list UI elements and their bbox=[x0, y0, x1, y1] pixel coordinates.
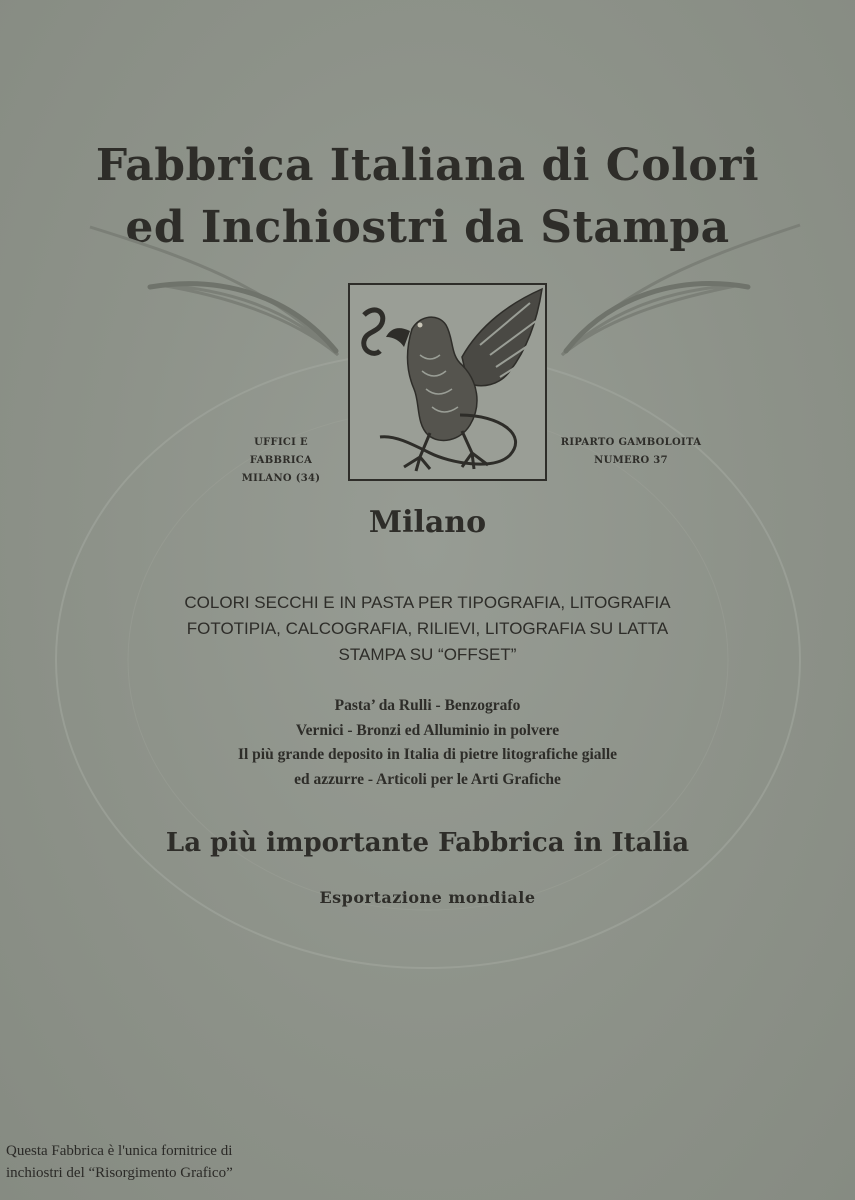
offices-line1: UFFICI E FABBRICA bbox=[249, 437, 313, 466]
product-line: Pasta’ da Rulli - Benzografo bbox=[334, 697, 521, 714]
headline: La più importante Fabbrica in Italia bbox=[165, 828, 690, 858]
product-line: ed azzurre - Articoli per le Arti Grafiche bbox=[294, 770, 561, 788]
district-line2: NUMERO 37 bbox=[594, 455, 668, 466]
export-tagline: Esportazione mondiale bbox=[319, 888, 536, 907]
colors-line: FOTOTIPIA, CALCOGRAFIA, RILIEVI, LITOGRAFIA SU LATTA bbox=[186, 619, 669, 638]
district-line1: RIPARTO GAMBOLOITA bbox=[560, 437, 702, 448]
colors-line: STAMPA SU “OFFSET” bbox=[338, 645, 517, 664]
company-title-line2: ed Inchiostri da Stampa bbox=[125, 202, 730, 253]
product-line: Il più grande deposito in Italia di pietre litografiche gialle bbox=[237, 746, 618, 763]
company-title-line1: Fabbrica Italiana di Colori bbox=[95, 140, 760, 191]
city-heading: Milano bbox=[368, 505, 487, 540]
offices-line2: MILANO (34) bbox=[241, 473, 321, 484]
footnote bbox=[6, 1140, 233, 1184]
footnote-line1: Questa Fabbrica è l'unica fornitrice di bbox=[6, 1143, 233, 1159]
district-address bbox=[558, 434, 704, 470]
product-line: Vernici - Bronzi ed Alluminio in polvere bbox=[295, 721, 560, 739]
products-list bbox=[0, 694, 855, 792]
footnote-line2: inchiostri del “Risorgimento Grafico” bbox=[6, 1165, 233, 1181]
colors-line: COLORI SECCHI E IN PASTA PER TIPOGRAFIA, LITOGRAFIA bbox=[184, 593, 671, 612]
griffin-emblem bbox=[348, 283, 547, 481]
griffin-icon bbox=[350, 285, 545, 479]
offices-address bbox=[222, 434, 340, 488]
colors-list bbox=[0, 590, 855, 668]
